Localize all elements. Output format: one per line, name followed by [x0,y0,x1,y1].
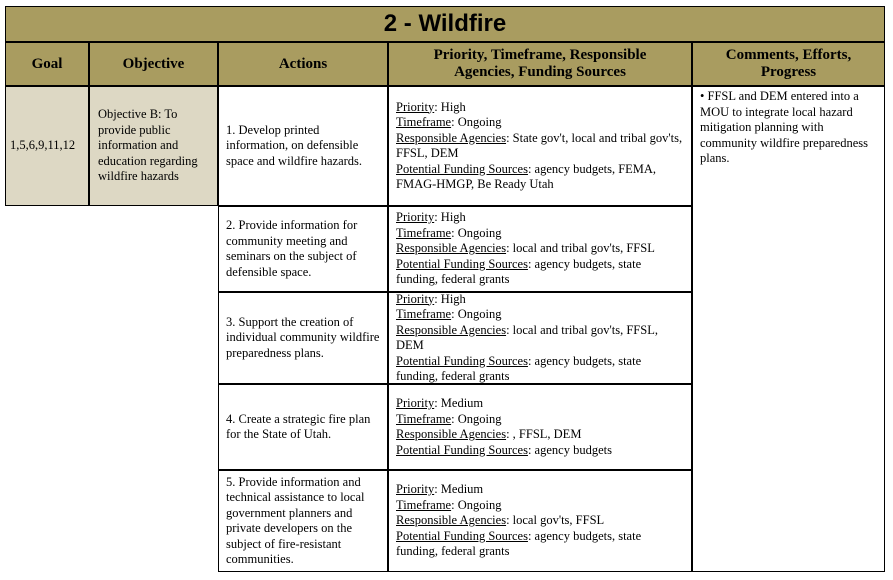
timeframe-value: : Ongoing [451,497,502,512]
timeframe-label: Timeframe [396,115,452,129]
details-cell-1 [388,86,692,206]
funding-value: : agency budgets [527,442,612,457]
agencies-label: Responsible Agencies [396,241,507,256]
timeframe-label: Timeframe [396,497,452,512]
details-text [396,292,685,385]
details-cell-3 [388,292,692,384]
funding-value: : agency budgets, FEMA, FMAG-HMGP, Be Ready Utah [396,161,657,191]
timeframe-value: : Ongoing [451,225,502,240]
details-text [396,482,685,560]
goal-cell: 1,5,6,9,11,12 [5,86,89,206]
action-cell-5: 5. Provide information and technical assistance to local government planners and private developers on the subject of fire-resistant communities. [218,470,388,572]
header-comments: Comments, Efforts, Progress [692,42,885,86]
timeframe-value: : Ongoing [451,115,502,129]
priority-label: Priority [396,291,435,306]
priority-label: Priority [396,210,435,225]
priority-value: : Medium [434,482,484,497]
agencies-value: : local and tribal gov'ts, FFSL, DEM [396,322,658,352]
funding-label: Potential Funding Sources [396,256,528,271]
priority-value: : High [434,210,466,225]
action-cell-3: 3. Support the creation of individual community wildfire preparedness plans. [218,292,388,384]
comments-cell: • FFSL and DEM entered into a MOU to integrate local hazard mitigation planning with community wildfire preparedness plans. [692,86,885,572]
funding-value: : agency budgets, state funding, federal grants [396,353,642,383]
agencies-label: Responsible Agencies [396,427,507,441]
agencies-value: : State gov't, local and tribal gov'ts, FFSL, DEM [396,130,683,160]
details-cell-4 [388,384,692,470]
header-actions: Actions [218,42,388,86]
agencies-value: : , FFSL, DEM [506,427,582,441]
timeframe-label: Timeframe [396,225,452,240]
funding-label: Potential Funding Sources [396,161,528,176]
priority-value: : High [434,99,466,114]
details-cell-5 [388,470,692,572]
timeframe-value: : Ongoing [451,307,502,321]
header-priority: Priority, Timeframe, Responsible Agencies, Funding Sources [388,42,692,86]
timeframe-label: Timeframe [396,307,452,321]
details-text [396,100,685,193]
agencies-value: : local gov'ts, FFSL [506,513,605,528]
funding-label: Potential Funding Sources [396,442,528,457]
table-title: 2 - Wildfire [5,6,885,42]
action-cell-4: 4. Create a strategic fire plan for the State of Utah. [218,384,388,470]
agencies-value: : local and tribal gov'ts, FFSL [506,241,655,256]
header-objective: Objective [89,42,218,86]
priority-value: : Medium [434,396,484,410]
timeframe-value: : Ongoing [451,411,502,426]
action-cell-1: 1. Develop printed information, on defensible space and wildfire hazards. [218,86,388,206]
priority-label: Priority [396,99,435,114]
funding-value: : agency budgets, state funding, federal grants [396,528,642,559]
agencies-label: Responsible Agencies [396,322,507,337]
timeframe-label: Timeframe [396,411,452,426]
funding-label: Potential Funding Sources [396,528,528,543]
funding-value: : agency budgets, state funding, federal grants [396,256,642,287]
action-cell-2: 2. Provide information for community meeting and seminars on the subject of defensible space. [218,206,388,292]
objective-cell: Objective B: To provide public information and education regarding wildfire hazards [89,86,218,206]
header-goal: Goal [5,42,89,86]
details-text [396,210,685,288]
agencies-label: Responsible Agencies [396,130,507,145]
agencies-label: Responsible Agencies [396,513,507,528]
details-text [396,396,612,458]
funding-label: Potential Funding Sources [396,353,528,368]
priority-label: Priority [396,396,435,410]
details-cell-2 [388,206,692,292]
priority-label: Priority [396,482,435,497]
priority-value: : High [434,291,466,306]
